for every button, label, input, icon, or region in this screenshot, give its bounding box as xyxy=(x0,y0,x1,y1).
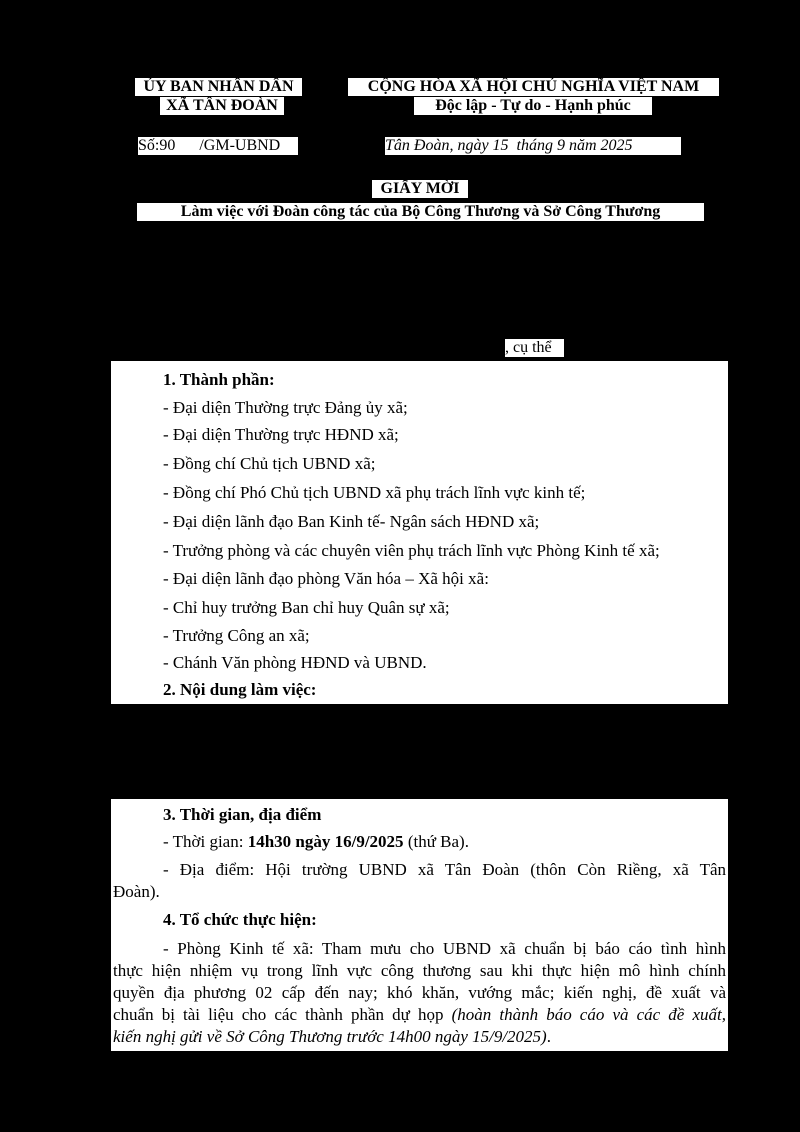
meeting-place-line2: Đoàn). xyxy=(113,882,160,901)
section-schedule xyxy=(111,799,728,1051)
meeting-time-label: - Thời gian: xyxy=(163,832,248,851)
participant-item: - Chỉ huy trưởng Ban chỉ huy Quân sự xã; xyxy=(163,598,450,617)
document-number: Số:90 /GM-UBND xyxy=(138,137,298,155)
section-participants xyxy=(111,361,728,704)
section2-heading: 2. Nội dung làm việc: xyxy=(163,680,317,699)
participant-item: - Đồng chí Phó Chủ tịch UBND xã phụ trách lĩnh vực kinh tế; xyxy=(163,483,586,502)
document-title: GIẤY MỜI xyxy=(372,180,468,198)
implementation-line2: thực hiện nhiệm vụ trong lĩnh vực công thương sau khi thực hiện mô hình chính xyxy=(113,961,726,980)
meeting-time-value: 14h30 ngày 16/9/2025 xyxy=(247,832,404,851)
national-title: CỘNG HÒA XÃ HỘI CHỦ NGHĨA VIỆT NAM xyxy=(348,78,719,96)
participant-item: - Trưởng Công an xã; xyxy=(163,626,310,645)
document-date: Tân Đoàn, ngày 15 tháng 9 năm 2025 xyxy=(385,137,681,155)
national-motto: Độc lập - Tự do - Hạnh phúc xyxy=(414,97,652,115)
implementation-line4-text: chuẩn bị tài liệu cho các thành phần dự họp xyxy=(113,1005,452,1024)
implementation-line3: quyền địa phương 02 cấp đến nay; khó khăn, vướng mắc; kiến nghị, đề xuất và xyxy=(113,983,726,1002)
participant-item: - Đại diện Thường trực HĐND xã; xyxy=(163,425,399,444)
participant-item: - Trưởng phòng và các chuyên viên phụ trách lĩnh vực Phòng Kinh tế xã; xyxy=(163,541,660,560)
agency-name-line2: XÃ TÂN ĐOÀN xyxy=(160,97,284,115)
intro-fragment: , cụ thể xyxy=(505,339,564,357)
participant-item: - Đồng chí Chủ tịch UBND xã; xyxy=(163,454,376,473)
participant-item: - Chánh Văn phòng HĐND và UBND. xyxy=(163,653,427,672)
meeting-place-line1: - Địa điểm: Hội trường UBND xã Tân Đoàn (thôn Còn Riềng, xã Tân xyxy=(163,860,726,879)
document-subject: Làm việc với Đoàn công tác của Bộ Công Thương và Sở Công Thương xyxy=(137,203,704,221)
participant-item: - Đại diện Thường trực Đảng ủy xã; xyxy=(163,398,408,417)
implementation-line5 xyxy=(113,1026,551,1048)
participant-item: - Đại diện lãnh đạo Ban Kinh tế- Ngân sách HĐND xã; xyxy=(163,512,540,531)
agency-name-line1: ỦY BAN NHÂN DÂN xyxy=(135,78,302,96)
section3-heading: 3. Thời gian, địa điểm xyxy=(163,805,322,824)
participant-item: - Đại diện lãnh đạo phòng Văn hóa – Xã hội xã: xyxy=(163,569,489,588)
section4-heading: 4. Tổ chức thực hiện: xyxy=(163,910,317,929)
meeting-time-weekday: (thứ Ba). xyxy=(403,832,469,851)
implementation-line4 xyxy=(113,1004,726,1026)
implementation-note-end: kiến nghị gửi về Sở Công Thương trước 14h00 ngày 15/9/2025) xyxy=(113,1027,547,1046)
implementation-line1: - Phòng Kinh tế xã: Tham mưu cho UBND xã chuẩn bị báo cáo tình hình xyxy=(163,939,726,958)
implementation-line5-period: . xyxy=(546,1027,551,1046)
implementation-note-start: (hoàn thành báo cáo và các đề xuất, xyxy=(451,1005,726,1024)
meeting-time xyxy=(163,831,469,853)
section1-heading: 1. Thành phần: xyxy=(163,370,275,389)
